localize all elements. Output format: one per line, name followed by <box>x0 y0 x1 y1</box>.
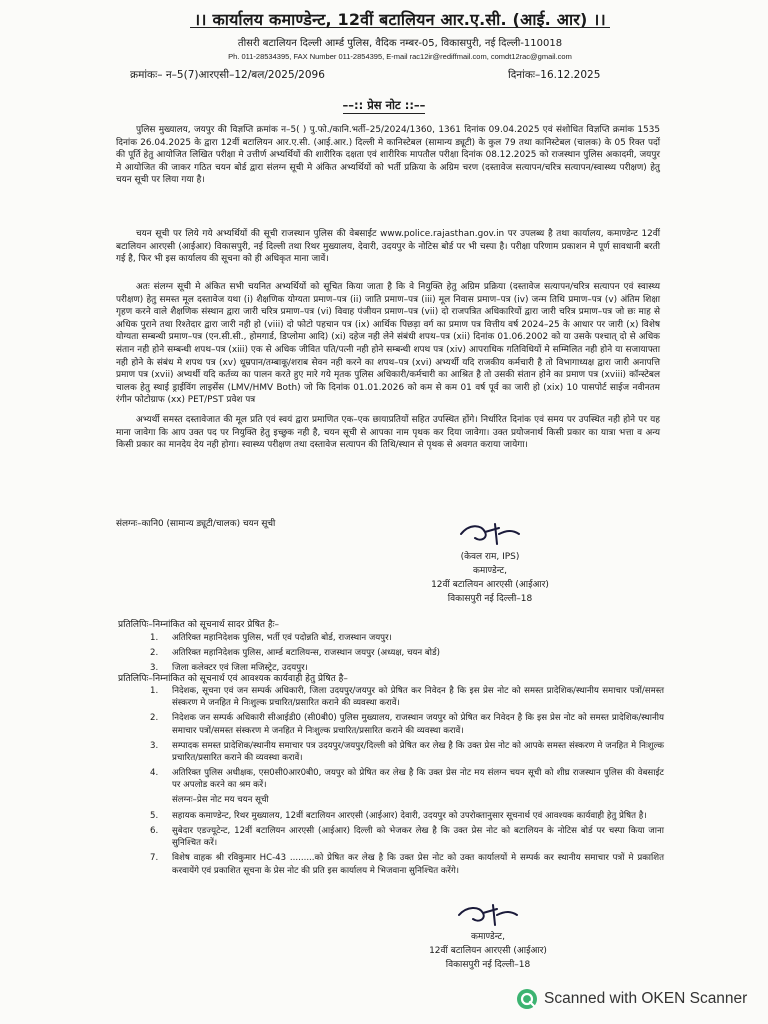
signatory-place: विकासपुरी नई दिल्ली–18 <box>447 594 533 604</box>
oken-scanner-logo-icon <box>516 988 538 1010</box>
signatory-unit: 12वीं बटालियन आरएसी (आईआर) <box>431 580 549 590</box>
list-item: 2. अतिरिक्त महानिदेशक पुलिस, आर्म्ड बटालियन्स, राजस्थान जयपुर (अध्यक्ष, चयन बोर्ड) <box>150 648 440 659</box>
reference-date: दिनांकः–16.12.2025 <box>508 69 601 81</box>
paragraph-1: पुलिस मुख्यालय, जयपुर की विज्ञप्ति क्रमांक न–5( ) पु.फो./कानि.भर्ती–25/2024/1360, 1361 दिनांक 09.04.2025 एवं संशोधित विज्ञप्ति क्रमांक 1535 दिनांक 26.04.2025 के द्वारा 12वीं बटालियन आर.ए.सी. (आई.आर.) दिल्ली मे कानिस्टेबल (सामान्य ड्यूटी) के कुल 79 तथा कानिस्टेबल (चालक) के 05 रिक्त पदों की पूर्ति हेतु आयोजित लिखित परीक्षा मे उत्तीर्ण अभ्यर्थियों की शारीरिक दक्षता एवं शारीरिक मापतौल परीक्षा दिनांक 08.12.2025 को राजस्थान पुलिस अकादमी, जयपुर मे आयोजित की जाकर गठित चयन बोर्ड द्वारा संलग्न सूची मे अंकित अभ्यर्थियों को भर्ती प्रक्रिया के अग्रिम चरण (दस्तावेज सत्यापन/चरित्र सत्यापन/स्वास्थ्य परीक्षण) हेतु चयन सूची पर लिया गया है। <box>116 125 660 186</box>
paragraph-1-block <box>116 124 660 194</box>
paragraph-2: चयन सूची पर लिये गये अभ्यर्थियों की सूची राजस्थान पुलिस की वेबसाईट www.police.rajasthan.gov.in पर उपलब्ध है तथा कार्यालय, कमाण्डेन्ट 12वीं बटालियन आरएसी (आईआर) विकासपुरी, नई दिल्ली तथा रिथर मुख्यालय, देवारी, उदयपुर के नोटिस बोर्ड पर भी चस्पा है। परीक्षा परिणाम प्रकाशन मे पूर्ण सावधानी बरती गई है, फिर भी इस कार्यालय की सूचना को ही अधिकृत माना जावें। <box>116 229 660 265</box>
enclosure-note: संलग्नः–प्रेस नोट मय चयन सूची <box>172 794 269 805</box>
list-item: 1. निदेशक, सूचना एवं जन सम्पर्क अधिकारी, जिला उदयपुर/जयपुर को प्रेषित कर निवेदन है कि इस प्रेस नोट को समस्त प्रादेशिक/स्थानीय समाचार पत्रों/समस्त संस्करण मे जनहित मे निःशुल्क प्रचारित/प्रसारित कराने की व्यवस्था करावें। <box>150 686 664 709</box>
signatory-name: (केवल राम, IPS) <box>460 552 520 562</box>
signature-icon <box>453 902 523 928</box>
signature-icon <box>455 520 525 548</box>
letterhead <box>150 8 650 61</box>
scanner-watermark-text: Scanned with OKEN Scanner <box>544 990 748 1007</box>
signature-block-1 <box>390 520 590 606</box>
list-item: 2. निदेशक जन सम्पर्क अधिकारी सीआईडी0 (सी0बी0) पुलिस मुख्यालय, राजस्थान जयपुर को प्रेषित कर निवेदन है कि इस प्रेस नोट को समस्त प्रादेशिक/स्थानीय समाचार पत्रों/समस्त संस्करण मे जनहित मे निःशुल्क प्रचारित/प्रसारित कराने की व्यवस्था करावें। <box>150 713 664 736</box>
copy-list-1-heading: प्रतिलिपिः–निम्नांकित को सूचनार्थ सादर प्रेषित हैः– <box>118 620 280 630</box>
copy-list-2 <box>150 685 664 880</box>
paragraph-3: अतः संलग्न सूची मे अंकित सभी चयनित अभ्यर्थियों को सूचित किया जाता है कि वे नियुक्ति हेतु अग्रिम प्रक्रिया (दस्तावेज सत्यापन/चरित्र सत्यापन एवं स्वास्थ्य परीक्षण) हेतु समस्त मूल दस्तावेज यथा (i) शैक्षणिक योग्यता प्रमाण–पत्र (ii) जाति प्रमाण–पत्र (iii) मूल निवास प्रमाण–पत्र (iv) जन्म तिथि प्रमाण–पत्र (v) अंतिम शिक्षा गृहण करने वाले शैक्षणिक संस्थान द्वारा जारी चरित्र प्रमाण–पत्र (vi) विवाह पंजीयन प्रमाण–पत्र (vii) दो राजपत्रित अधिकारियों द्वारा जारी चरित्र प्रमाण–पत्र जो छः माह से अधिक पुराने तथा रिश्तेदार द्वारा जारी नही हो (viii) दो फोटो पहचान पत्र (ix) आर्थिक पिछड़ा वर्ग का प्रमाण पत्र वित्तीय वर्ष 2024–25 के आधार पर जारी (x) विशेष योग्यता सम्बन्धी प्रमाण–पत्र (एन.सी.सी., होमगार्ड, डिप्लोमा आदि) (xi) दहेज नही लेने संबंधी शपथ–पत्र (xii) दिनांक 01.06.2002 को या उसके पश्चात् दो से अधिक संतान नही होने सम्बन्धी शपथ–पत्र (xiii) एक से अधिक जीवित पति/पत्नी नही होने सम्बन्धी शपथ पत्र (xiv) आपराधिक गतिविधियों मे सम्मिलित नही होने या सजायाफ्ता नही होने के संबंध मे शपथ पत्र (xv) धूम्रपान/तम्बाकू/शराब सेवन नही करने का शपथ–पत्र (xvi) अभ्यर्थी यदि राजकीय कर्मचारी है तो विभागाध्यक्ष द्वारा जारी अनापत्ति प्रमाण पत्र (xvii) अभ्यर्थी यदि कर्तव्य का पालन करते हुए मारे गये मृतक पुलिस अधिकारी/कर्मचारी का आश्रित है तो उसकी संतान होने का प्रमाण पत्र (xviii) कॉन्स्टेबल चालक हेतु स्थाई ड्राईविंग लाइसेंस (LMV/HMV Both) जो कि दिनांक 01.01.2026 को कम से कम 01 वर्ष पूर्व का जारी हो (xix) 10 पासपोर्ट साईज नवीनतम रंगीन फोटोग्राफ (xx) PET/PST प्रवेश पत्र <box>116 282 660 406</box>
list-item: 3. जिला कलेक्टर एवं जिला मजिस्ट्रेट, उदयपुर। <box>150 663 308 674</box>
scanner-watermark <box>516 988 747 1010</box>
signatory-2-designation: कमाण्डेन्ट, <box>471 932 505 942</box>
press-note-title <box>0 98 768 113</box>
reference-number: क्रमांकः– न–5(7)आरएसी–12/बल/2025/2096 <box>130 69 325 81</box>
list-item: 7. विशेष वाहक श्री रविकुमार HC-43 .........को प्रेषित कर लेख है कि उक्त प्रेस नोट को उक्त कार्यालयों मे सम्पर्क कर स्थानीय समाचार पत्रों मे प्रकाशित करवायेंगे एवं प्रकाशित सूचना के प्रेस नोट की प्रति इस कार्यालय मे भिजवाना सुनिश्चित करेंगे। <box>150 853 664 876</box>
signature-block-2 <box>388 902 588 972</box>
list-item: 6. सुबेदार एडज्यूटेन्ट, 12वीं बटालियन आरएसी (आईआर) दिल्ली को भेजकर लेख है कि उक्त प्रेस नोट को बटालियन के नोटिस बोर्ड पर चस्पा किया जाना सुनिश्चित करें। <box>150 826 664 849</box>
paragraph-3-block <box>116 281 660 459</box>
attachment-note: संलग्नः–कानि0 (सामान्य ड्यूटी/चालक) चयन सूची <box>116 519 276 529</box>
letterhead-rule <box>190 27 610 28</box>
signatory-2-place: विकासपुरी नई दिल्ली–18 <box>445 960 531 970</box>
paragraph-2-block <box>116 228 660 273</box>
copy-list-2-heading: प्रतिलिपिः–निम्नांकित को सूचनार्थ एवं आवश्यक कार्यवाही हेतु प्रेषित है– <box>118 674 348 684</box>
list-item: 1. अतिरिक्त महानिदेशक पुलिस, भर्ती एवं पदोन्नति बोर्ड, राजस्थान जयपुर। <box>150 633 392 643</box>
office-address: तीसरी बटालियन दिल्ली आर्म्ड पुलिस, वैदिक नम्बर-05, विकासपुरी, नई दिल्ली-110018 <box>237 38 563 49</box>
paragraph-4: अभ्यर्थी समस्त दस्तावेजात की मूल प्रति एवं स्वयं द्वारा प्रमाणित एक–एक छायाप्रतियों सहित उपस्थित होंगे। निर्धारित दिनांक एवं समय पर उपस्थित नही होने पर यह माना जावेगा कि आप उक्त पद पर नियुक्ति हेतु इच्छुक नही है, चयन सूची से आपका नाम पृथक कर दिया जावेगा। उक्त प्रयोजनार्थ किसी प्रकार का यात्रा भत्ता व अन्य किसी प्रकार का मानदेय देय नही होगा। स्वास्थ्य परीक्षण तथा दस्तावेज सत्यापन की तिथि/स्थान से पृथक से अवगत कराया जायेगा। <box>116 414 660 451</box>
list-item: 4. अतिरिक्त पुलिस अधीक्षक, एस0सी0आर0बी0, जयपुर को प्रेषित कर लेख है कि उक्त प्रेस नोट मय संलग्न चयन सूची को शीघ्र राजस्थान पुलिस की वेबसाईट पर अपलोड करने का श्रम करें। <box>150 768 664 791</box>
list-item: 5. सहायक कमाण्डेन्ट, रिथर मुख्यालय, 12वीं बटालियन आरएसी (आईआर) देवारी, उदयपुर को उपरोक्तानुसार सूचनार्थ एवं आवश्यक कार्यवाही हेतु प्रेषित है। <box>150 810 647 821</box>
office-contact: Ph. 011-28534395, FAX Number 011-2854395, E-mail rac12ir@rediffmail.com, comdt12rac@gmail.com <box>228 52 572 61</box>
signatory-2-unit: 12वीं बटालियन आरएसी (आईआर) <box>429 946 547 956</box>
press-note-title-text: ––:: प्रेस नोट ::–– <box>342 98 426 112</box>
signatory-designation: कमाण्डेन्ट, <box>473 566 507 576</box>
list-item: 3. सम्पादक समस्त प्रादेशिक/स्थानीय समाचार पत्र उदयपुर/जयपुर/दिल्ली को प्रेषित कर लेख है कि उक्त प्रेस नोट को आपके समस्त संस्करण मे जनहित मे निःशुल्क प्रचारित/प्रसारित कराने की व्यवस्था करावें। <box>150 740 664 764</box>
office-title: ।। कार्यालय कमाण्डेन्ट, 12वीं बटालियन आर.ए.सी. (आई. आर) ।। <box>194 10 606 29</box>
